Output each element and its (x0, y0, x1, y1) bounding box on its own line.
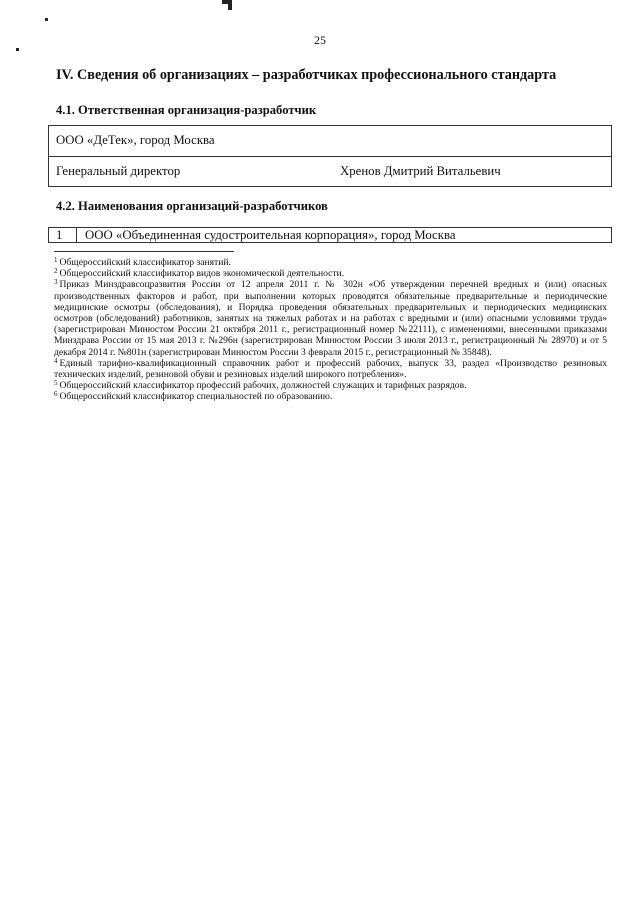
footnote-mark: 4 (54, 356, 58, 365)
footnote-text: Приказ Минздравсоцразвития России от 12 апреля 2011 г. № 302н «Об утверждении перечней вредных и (или) опасных производственных факторов и работ, при выполнении которых проводятся обязательные предварительные и периодические медицинские осмотры (обследования), и Порядка проведения обязательных предварительных и периодических медицинских осмотров (обследований) работников, занятых на тяжелых работах и на работах с вредными и (или) опасными условиями труда» (зарегистрирован Минюстом России 21 октября 2011 г., регистрационный номер №22111), с изменениями, внесенными приказами Минздрава России от 15 мая 2013 г. №296н (зарегистрирован Минюстом России 3 июля 2013 г., регистрационный № 28970) и от 5 декабря 2014 г. №801н (зарегистрирован Минюстом России 3 февраля 2015 г., регистрационный № 35848). (54, 279, 607, 358)
developer-orgs-heading: 4.2. Наименования организаций-разработчиков (56, 199, 328, 213)
footnote-text: Общероссийский классификатор занятий. (59, 257, 231, 268)
responsible-org-table (48, 125, 612, 187)
footnote-item (54, 279, 607, 357)
footnote-item (54, 268, 607, 279)
scan-mark (45, 18, 48, 21)
footnote-separator (54, 251, 234, 252)
page-number: 25 (314, 33, 326, 47)
footnote-mark: 3 (54, 278, 58, 287)
scan-mark (228, 0, 232, 10)
footnote-text: Общероссийский классификатор видов экономической деятельности. (59, 268, 345, 280)
org-name: ООО «ДеТек», город Москва (56, 133, 215, 147)
footnotes (54, 257, 607, 403)
signatory-name: Хренов Дмитрий Витальевич (340, 164, 501, 178)
row-number: 1 (49, 228, 77, 242)
footnote-item (54, 391, 607, 402)
footnote-text: Общероссийский классификатор профессий рабочих, должностей служащих и тарифных разрядов. (59, 380, 467, 392)
footnote-item (54, 257, 607, 268)
developer-orgs-table (48, 227, 612, 243)
footnote-mark: 5 (54, 379, 58, 388)
footnote-mark: 1 (54, 256, 58, 264)
signatory-position: Генеральный директор (56, 164, 181, 178)
responsible-org-heading: 4.1. Ответственная организация-разработчик (56, 103, 317, 117)
footnote-item (54, 380, 607, 391)
section-title: IV. Сведения об организациях – разработчиках профессионального стандарта (56, 67, 557, 83)
footnote-text: Общероссийский классификатор специальностей по образованию. (59, 391, 333, 403)
footnote-mark: 2 (54, 267, 58, 276)
footnote-item (54, 358, 607, 380)
scan-mark (16, 48, 19, 51)
footnote-mark: 6 (54, 390, 58, 399)
developer-org-name: ООО «Объединенная судостроительная корпорация», город Москва (85, 228, 456, 242)
footnote-text: Единый тарифно-квалификационный справочник работ и профессий рабочих, выпуск 33, раздел «Производство резиновых технических изделий, резиновой обуви и резиновых изделий широкого потребления». (54, 357, 607, 381)
table-divider (49, 156, 611, 157)
